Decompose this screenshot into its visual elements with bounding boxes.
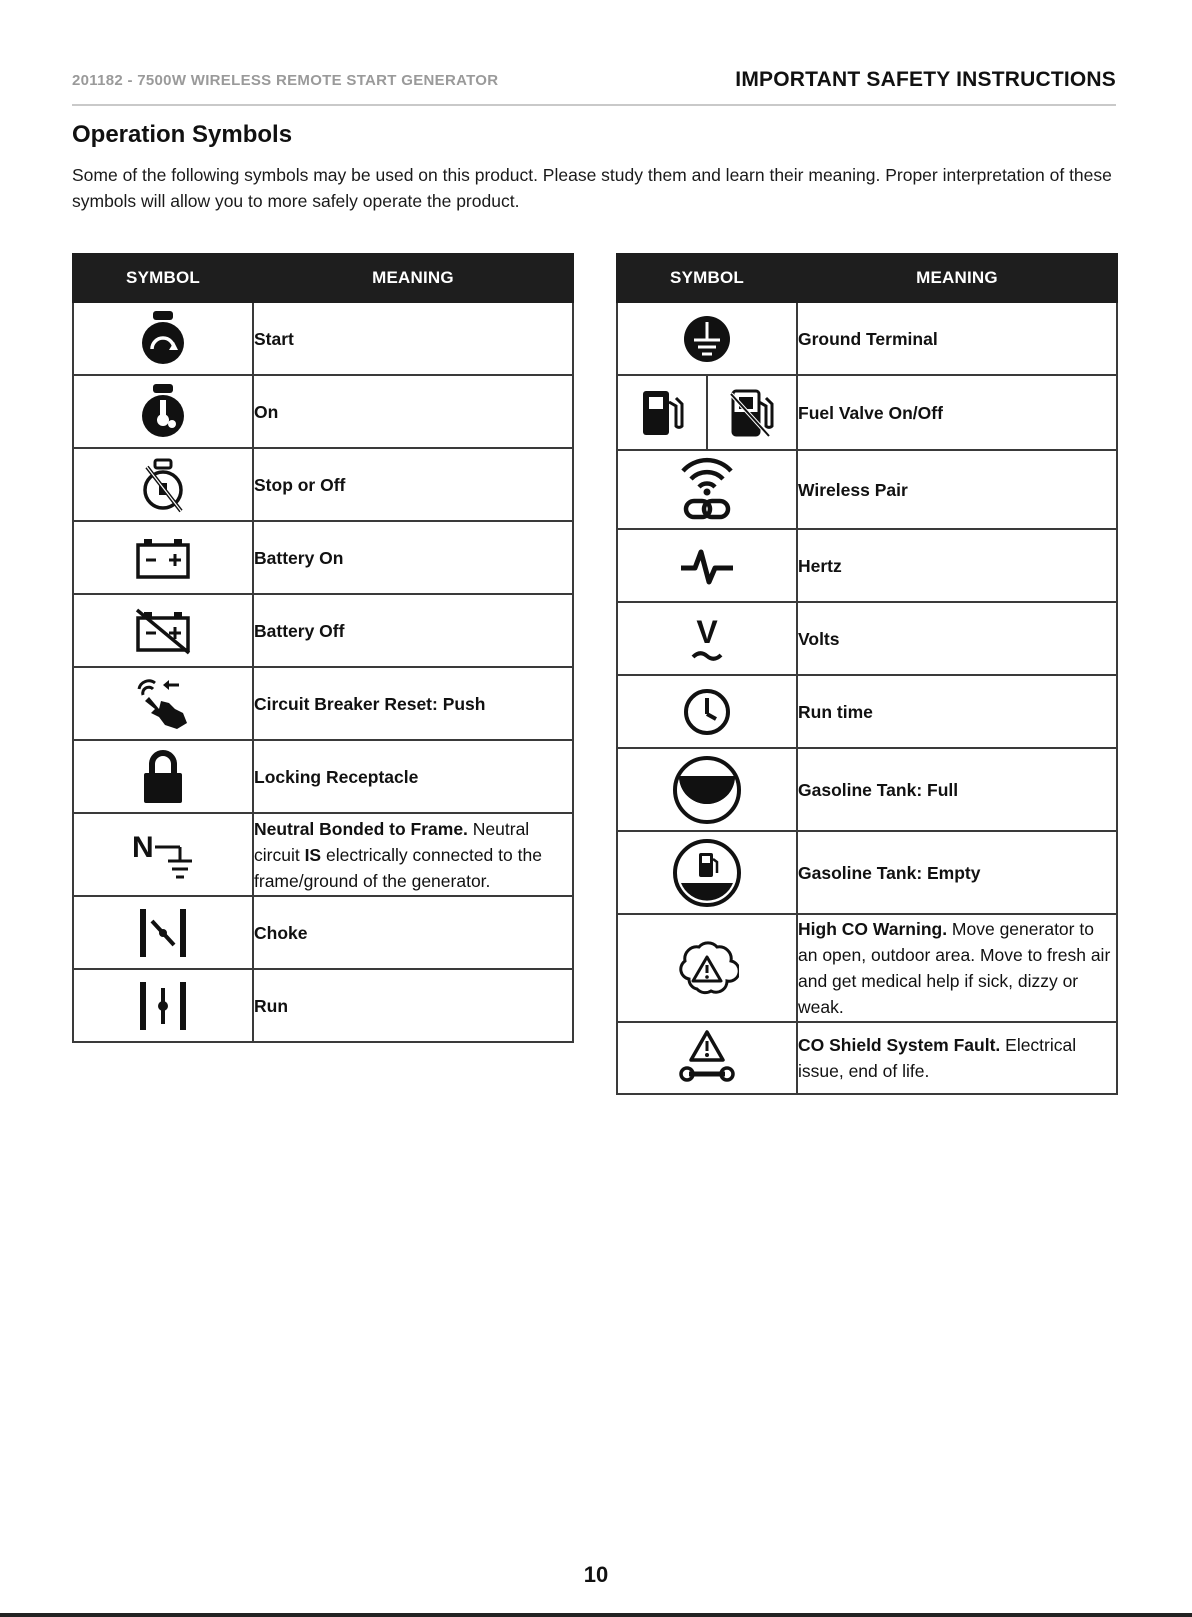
table-row	[73, 813, 573, 896]
on-icon	[139, 382, 187, 442]
table-row	[617, 748, 1117, 831]
meaning-gasoline-tank-full: Gasoline Tank: Full	[798, 779, 959, 800]
bottom-rule	[0, 1613, 1192, 1617]
table-header-row	[617, 254, 1117, 302]
table-row	[617, 450, 1117, 529]
table-row	[73, 302, 573, 375]
meaning-hertz: Hertz	[798, 555, 842, 576]
meaning-high-co-warning: High CO Warning. Move generator to an open, outdoor area. Move to fresh air and get medical help if sick, dizzy or weak.	[798, 919, 1111, 1017]
symbols-table-right	[616, 253, 1118, 1095]
column-header-meaning: MEANING	[253, 254, 573, 302]
meaning-start: Start	[254, 328, 294, 349]
meaning-locking-receptacle: Locking Receptacle	[254, 766, 419, 787]
meaning-wireless-pair: Wireless Pair	[798, 479, 908, 500]
locking-receptacle-icon	[141, 749, 185, 805]
battery-on-icon	[135, 536, 191, 580]
table-row	[617, 831, 1117, 914]
start-icon	[139, 309, 187, 369]
gasoline-tank-full-icon	[671, 754, 743, 826]
meaning-run-time: Run time	[798, 701, 873, 722]
neutral-bonded-icon	[128, 827, 198, 883]
svg-text:V: V	[696, 613, 718, 650]
table-row	[617, 529, 1117, 602]
meaning-volts: Volts	[798, 628, 840, 649]
meaning-gasoline-tank-empty: Gasoline Tank: Empty	[798, 862, 981, 883]
column-header-meaning: MEANING	[797, 254, 1117, 302]
meaning-circuit-breaker-reset: Circuit Breaker Reset: Push	[254, 693, 486, 714]
intro-paragraph: Some of the following symbols may be used on this product. Please study them and learn their meaning. Proper interpretation of these symbols will allow you to more safely operate the product.	[72, 165, 1112, 211]
run-icon	[136, 980, 190, 1032]
table-row	[617, 602, 1117, 675]
page-header	[72, 66, 1116, 106]
meaning-choke: Choke	[254, 922, 308, 943]
fuel-valve-on-icon	[640, 388, 684, 438]
table-row	[73, 740, 573, 813]
meaning-on: On	[254, 401, 279, 422]
high-co-warning-icon	[675, 939, 739, 997]
meaning-co-shield-fault: CO Shield System Fault. Electrical issue, end of life.	[798, 1035, 1077, 1081]
table-row	[617, 375, 1117, 450]
co-shield-fault-icon	[677, 1028, 737, 1088]
table-header-row	[73, 254, 573, 302]
table-row	[617, 675, 1117, 748]
table-row	[73, 667, 573, 740]
circuit-breaker-reset-icon	[135, 677, 191, 731]
meaning-battery-off: Battery Off	[254, 620, 345, 641]
meaning-ground-terminal: Ground Terminal	[798, 328, 938, 349]
table-row	[617, 1022, 1117, 1094]
meaning-fuel-valve: Fuel Valve On/Off	[798, 402, 943, 423]
stop-off-icon	[139, 455, 187, 515]
ground-terminal-icon	[682, 314, 732, 364]
meaning-run: Run	[254, 995, 289, 1016]
page-number: 10	[583, 1562, 609, 1587]
section-heading: IMPORTANT SAFETY INSTRUCTIONS	[735, 68, 1116, 91]
column-header-symbol: SYMBOL	[617, 254, 797, 302]
battery-off-icon	[135, 607, 191, 655]
column-header-symbol: SYMBOL	[73, 254, 253, 302]
table-row	[73, 521, 573, 594]
fuel-valve-off-icon	[729, 388, 775, 438]
hertz-icon	[679, 546, 735, 586]
page-title: Operation Symbols	[72, 121, 293, 148]
table-row	[73, 375, 573, 448]
meaning-neutral-bonded: Neutral Bonded to Frame. Neutral circuit IS electrically connected to the frame/ground of the generator.	[254, 818, 542, 891]
symbols-table-left	[72, 253, 574, 1043]
gasoline-tank-empty-icon	[671, 837, 743, 909]
table-row	[617, 302, 1117, 375]
document-id: 201182 - 7500W WIRELESS REMOTE START GENERATOR	[72, 72, 499, 89]
volts-icon	[687, 613, 727, 665]
run-time-icon	[682, 687, 732, 737]
table-row	[73, 969, 573, 1042]
wireless-pair-icon	[679, 457, 735, 523]
meaning-stop-off: Stop or Off	[254, 474, 346, 495]
choke-icon	[136, 907, 190, 959]
table-row	[73, 448, 573, 521]
meaning-battery-on: Battery On	[254, 547, 344, 568]
table-row	[73, 594, 573, 667]
svg-text:N: N	[132, 830, 154, 864]
table-row	[617, 914, 1117, 1022]
table-row	[73, 896, 573, 969]
